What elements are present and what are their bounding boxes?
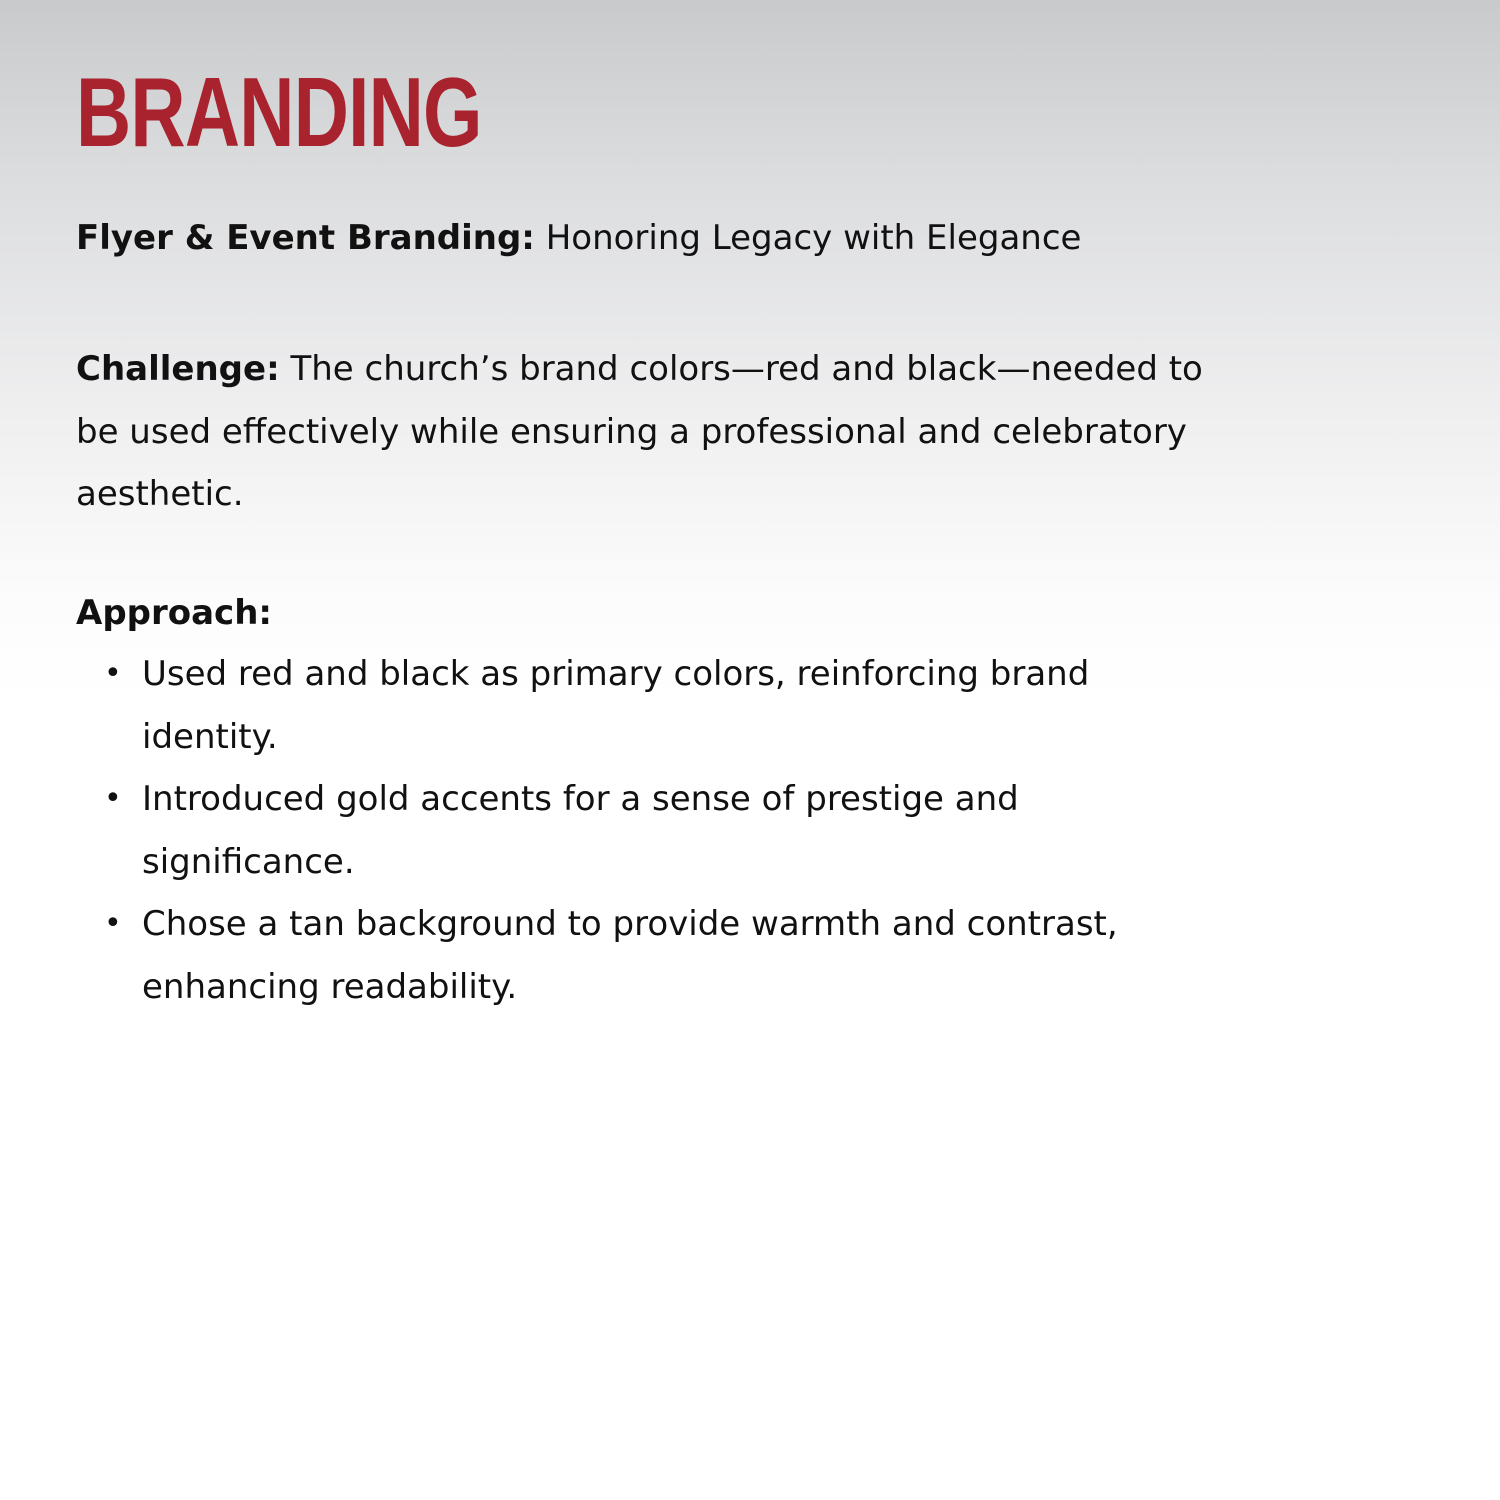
bullet-dot-icon: •: [104, 656, 122, 691]
approach-list: [104, 643, 1214, 1018]
subtitle-text: Honoring Legacy with Elegance: [534, 218, 1082, 258]
subtitle-label: Flyer & Event Branding:: [76, 218, 535, 258]
subtitle-line: [76, 214, 1081, 262]
page-title: BRANDING: [76, 57, 482, 167]
approach-item: [104, 893, 1214, 1018]
approach-heading: Approach:: [76, 593, 273, 633]
bullet-dot-icon: •: [104, 906, 122, 941]
approach-item-text: Chose a tan background to provide warmth and contrast, enhancing readability.: [142, 904, 1118, 1007]
challenge-paragraph: [76, 338, 1236, 526]
approach-item-text: Used red and black as primary colors, reinforcing brand identity.: [142, 654, 1090, 757]
approach-item-text: Introduced gold accents for a sense of prestige and significance.: [142, 779, 1019, 882]
bullet-dot-icon: •: [104, 781, 122, 816]
challenge-text: The church’s brand colors—red and black—needed to be used effectively while ensuring a professional and celebratory aesthetic.: [76, 349, 1203, 514]
challenge-label: Challenge:: [76, 349, 280, 389]
approach-item: [104, 768, 1214, 893]
approach-item: [104, 643, 1214, 768]
